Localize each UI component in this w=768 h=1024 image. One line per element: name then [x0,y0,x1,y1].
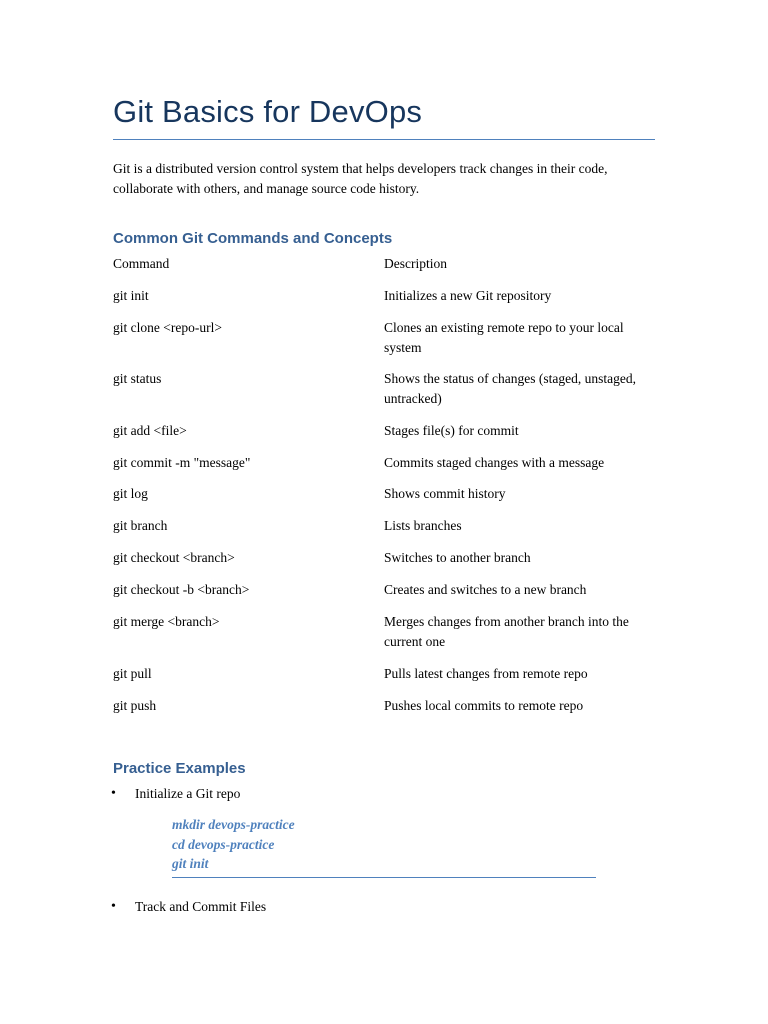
description-cell: Clones an existing remote repo to your local system [384,320,624,355]
description-cell: Creates and switches to a new branch [384,582,587,597]
command-cell: git checkout <branch> [113,550,235,565]
page-title: Git Basics for DevOps [113,94,423,129]
description-cell: Switches to another branch [384,550,531,565]
code-block-underline [172,877,596,878]
command-cell: git push [113,698,157,713]
practice-heading: Practice Examples [113,760,246,777]
code-line: mkdir devops-practice [172,817,295,832]
code-line: cd devops-practice [172,836,275,852]
description-cell: Commits staged changes with a message [384,455,605,470]
description-cell: Stages file(s) for commit [384,423,519,438]
description-cell: Pulls latest changes from remote repo [384,666,588,681]
command-cell: git init [113,288,149,303]
description-cell: Merges changes from another branch into the current one [384,614,629,649]
description-cell: Shows the status of changes (staged, unstaged, untracked) [384,371,636,406]
description-cell: Shows commit history [384,486,506,501]
command-cell: git clone <repo-url> [113,320,222,335]
command-cell: git add <file> [113,423,187,438]
title-underline [113,139,655,140]
column-header-description: Description [384,256,447,271]
code-block [172,815,596,874]
code-line: git init [172,856,209,871]
command-cell: git commit -m "message" [113,455,251,470]
command-cell: git pull [113,666,152,681]
command-cell: git branch [113,518,168,533]
command-cell: git merge <branch> [113,614,220,629]
column-header-command: Command [113,256,170,271]
bullet-icon: • [111,899,116,914]
description-cell: Lists branches [384,518,462,533]
command-cell: git log [113,486,148,501]
intro-paragraph: Git is a distributed version control system that helps developers track changes in their code, collaborate with others, and manage source code history. [113,161,608,196]
list-item-label: Track and Commit Files [135,899,267,914]
description-cell: Pushes local commits to remote repo [384,698,584,713]
bullet-icon: • [111,786,116,801]
command-cell: git status [113,371,162,386]
commands-heading: Common Git Commands and Concepts [113,230,393,247]
list-item-label: Initialize a Git repo [135,786,241,801]
description-cell: Initializes a new Git repository [384,288,552,303]
command-cell: git checkout -b <branch> [113,582,250,597]
